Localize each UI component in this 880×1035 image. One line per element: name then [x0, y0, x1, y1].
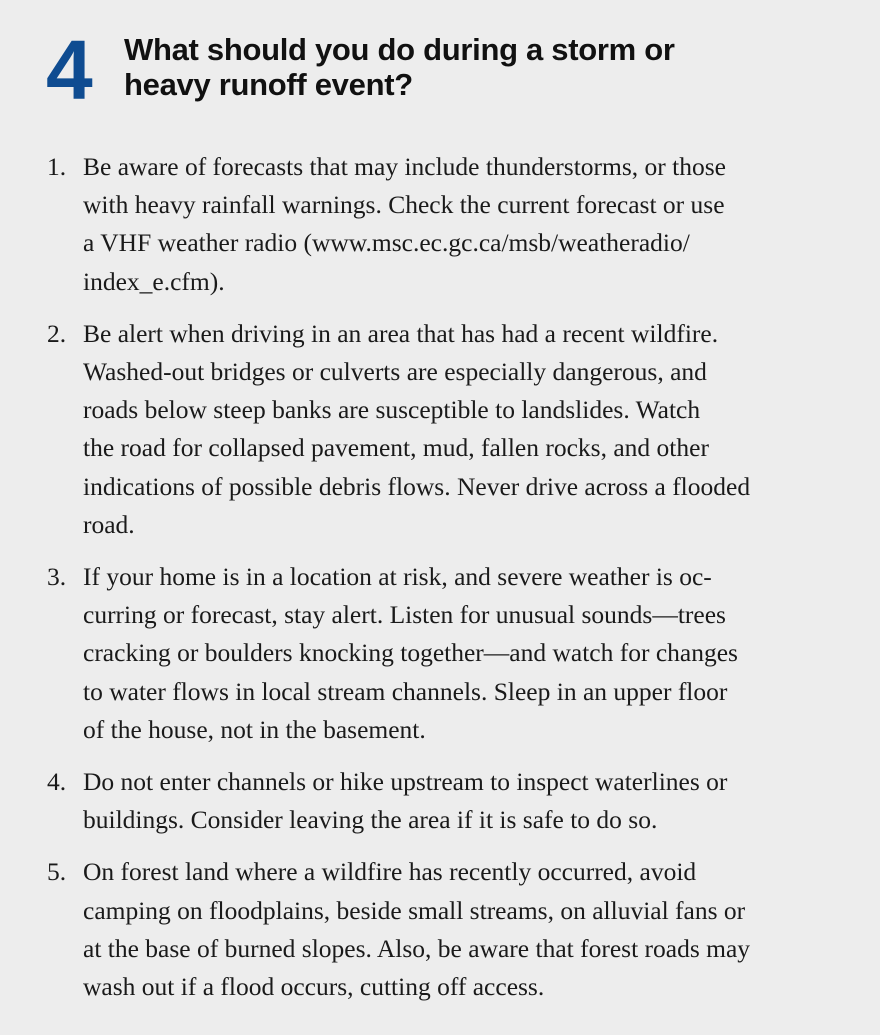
section-title	[124, 32, 675, 102]
advice-list	[47, 148, 857, 1020]
text-line: cracking or boulders knocking together—and watch for changes	[83, 638, 738, 668]
list-item-number: 2.	[47, 318, 67, 348]
section-header	[46, 23, 675, 117]
text-line: camping on floodplains, beside small streams, on alluvial fans or	[83, 895, 746, 925]
section-number: 4	[46, 23, 91, 117]
text-line: at the base of burned slopes. Also, be aware that forest roads may	[83, 933, 751, 963]
list-item-number: 1.	[47, 152, 67, 181]
text-line: road.	[83, 509, 135, 539]
text-line: If your home is in a location at risk, and severe weather is oc-	[83, 562, 712, 592]
text-line: the road for collapsed pavement, mud, fallen rocks, and other	[83, 433, 709, 463]
section-title-line: heavy runoff event?	[124, 67, 413, 102]
text-line: roads below steep banks are susceptible to landslides. Watch	[83, 395, 701, 425]
list-item	[47, 763, 857, 839]
text-line: a VHF weather radio (www.msc.ec.gc.ca/msb/weatheradio/	[83, 228, 690, 258]
list-item	[47, 148, 857, 301]
list-item	[47, 315, 857, 544]
text-line: index_e.cfm).	[83, 266, 225, 296]
text-line: of the house, not in the basement.	[83, 714, 426, 744]
list-item-text	[83, 853, 857, 1006]
list-item-text	[83, 148, 857, 301]
text-line: Washed-out bridges or culverts are especially dangerous, and	[83, 357, 707, 387]
section-title-line: What should you do during a storm or	[124, 32, 675, 67]
list-item-number: 5.	[47, 857, 67, 887]
list-item-text	[83, 763, 857, 839]
text-line: Be aware of forecasts that may include thunderstorms, or those	[83, 152, 726, 181]
list-item	[47, 853, 857, 1006]
list-item-number: 4.	[47, 767, 67, 797]
list-item	[47, 558, 857, 749]
text-line: Be alert when driving in an area that has had a recent wildfire.	[83, 318, 719, 348]
text-line: On forest land where a wildfire has recently occurred, avoid	[83, 857, 697, 887]
text-line: to water flows in local stream channels. Sleep in an upper floor	[83, 676, 728, 706]
text-line: Do not enter channels or hike upstream to inspect waterlines or	[83, 767, 728, 797]
text-line: buildings. Consider leaving the area if it is safe to do so.	[83, 805, 658, 835]
text-line: wash out if a flood occurs, cutting off access.	[83, 972, 545, 1002]
list-item-text	[83, 315, 857, 544]
list-item-text	[83, 558, 857, 749]
text-line: indications of possible debris flows. Never drive across a flooded	[83, 471, 751, 501]
text-line: with heavy rainfall warnings. Check the current forecast or use	[83, 190, 725, 220]
text-line: curring or forecast, stay alert. Listen for unusual sounds—trees	[83, 600, 726, 630]
list-item-number: 3.	[47, 562, 67, 592]
